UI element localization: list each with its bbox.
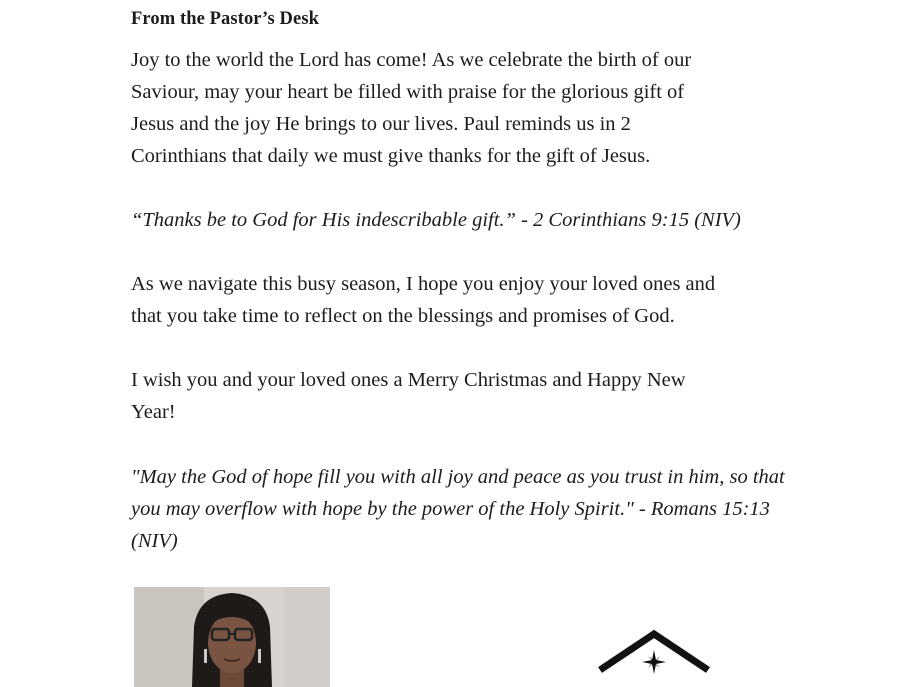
- paragraph-line: Joy to the world the Lord has come! As we celebrate the birth of our: [131, 49, 692, 71]
- paragraph-line: Jesus and the joy He brings to our lives. Paul reminds us in 2: [131, 113, 631, 135]
- quote-line: "May the God of hope fill you with all joy and peace as you trust in him, so that: [131, 466, 785, 488]
- nativity-logo-icon: [594, 628, 714, 675]
- paragraph-season: [131, 268, 715, 332]
- paragraph-intro: [131, 44, 691, 172]
- paragraph-line: Corinthians that daily we must give thanks for the gift of Jesus.: [131, 145, 651, 167]
- paragraph-line: As we navigate this busy season, I hope you enjoy your loved ones and: [131, 273, 716, 295]
- pastor-photo: [134, 587, 330, 687]
- paragraph-greeting: [131, 364, 686, 428]
- scripture-quote-1: [131, 204, 741, 236]
- paragraph-line: that you take time to reflect on the blessings and promises of God.: [131, 305, 675, 327]
- quote-line: (NIV): [131, 530, 178, 552]
- letter-heading: From the Pastor’s Desk: [131, 9, 320, 29]
- paragraph-line: Saviour, may your heart be filled with praise for the glorious gift of: [131, 81, 685, 103]
- quote-line: you may overflow with hope by the power of the Holy Spirit." - Romans 15:13: [131, 498, 770, 520]
- scripture-quote-2: [131, 461, 785, 557]
- paragraph-line: I wish you and your loved ones a Merry Christmas and Happy New: [131, 369, 686, 391]
- quote-line: “Thanks be to God for His indescribable gift.” - 2 Corinthians 9:15 (NIV): [131, 209, 741, 231]
- paragraph-line: Year!: [131, 401, 176, 423]
